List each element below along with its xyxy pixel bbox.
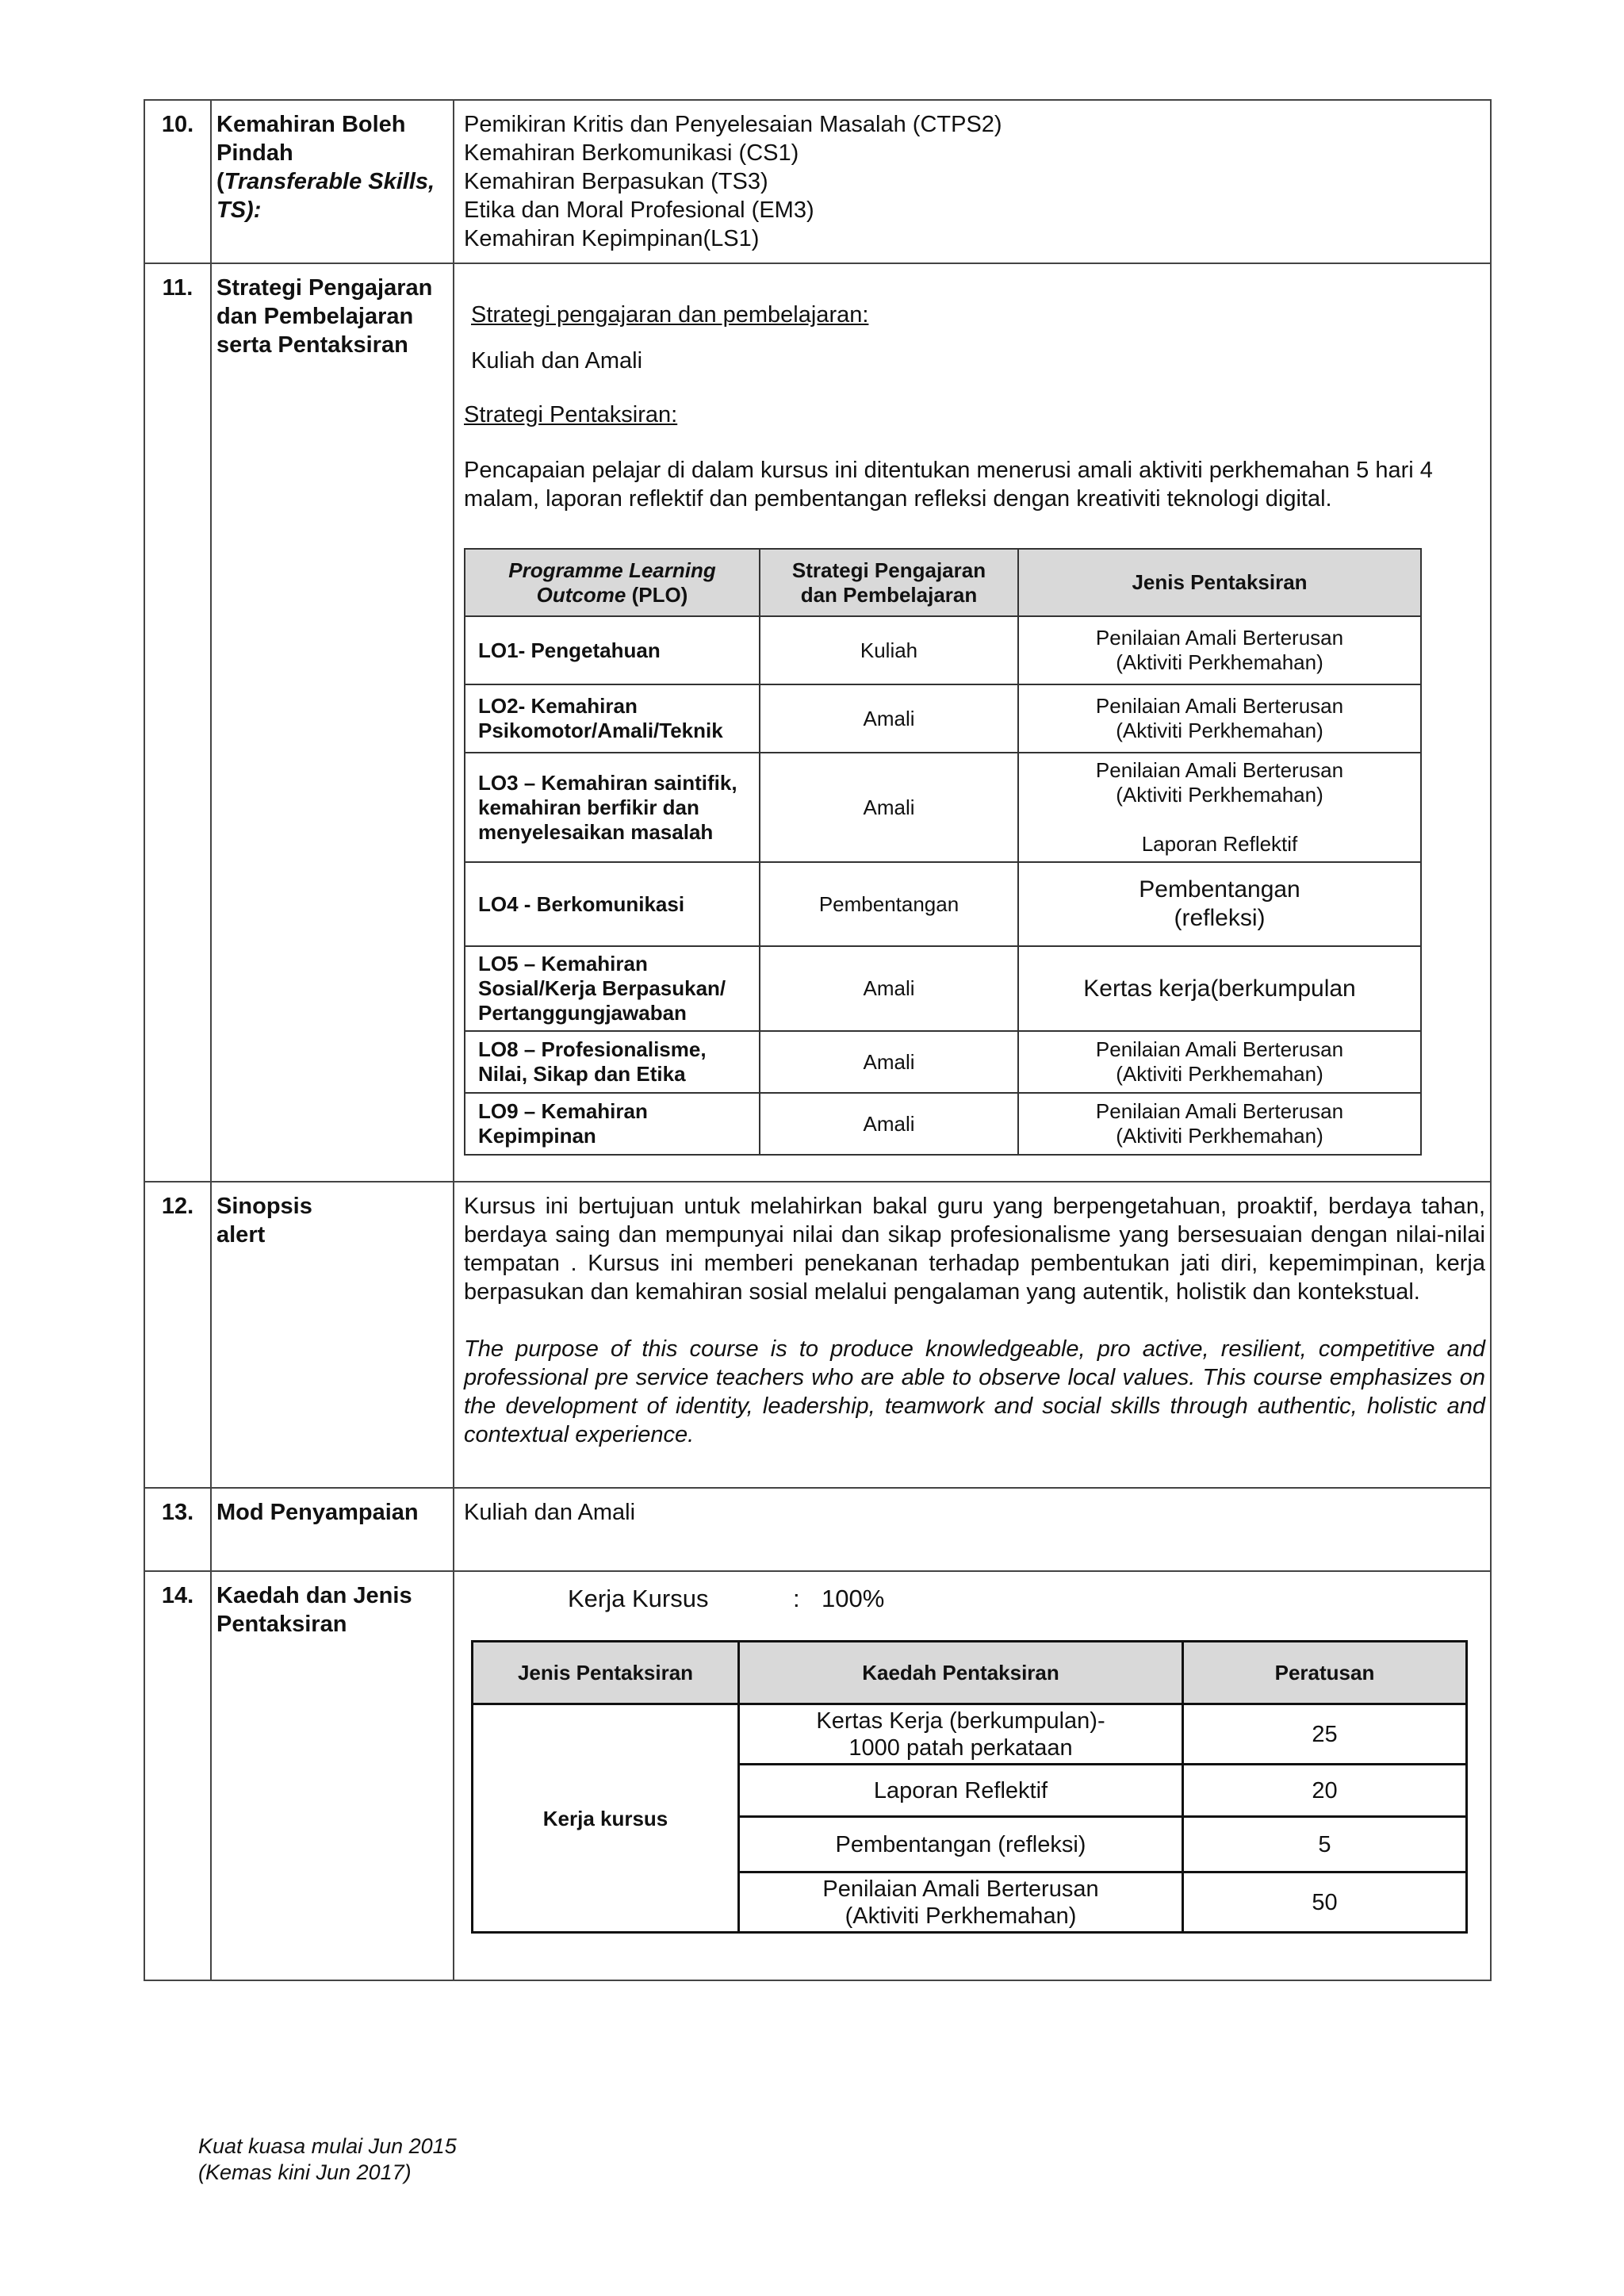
strategy-content bbox=[454, 263, 1491, 1182]
plo-header: Programme Learning Outcome (PLO) bbox=[465, 549, 760, 616]
coursework-label: Kerja Kursus bbox=[568, 1585, 709, 1612]
plo-strategy: Amali bbox=[760, 1093, 1018, 1155]
plo-row bbox=[465, 946, 1421, 1031]
assessment-header-row bbox=[473, 1642, 1467, 1704]
method-header: Kaedah Pentaksiran bbox=[739, 1642, 1183, 1704]
row-teaching-strategy bbox=[144, 263, 1491, 1182]
synopsis-content bbox=[454, 1182, 1491, 1488]
row-label: Kaedah dan Jenis Pentaksiran bbox=[211, 1571, 454, 1980]
row-label: Kemahiran Boleh Pindah (Transferable Skills, TS): bbox=[211, 100, 454, 263]
plo-assessment: Penilaian Amali Berterusan (Aktiviti Perkhemahan) bbox=[1018, 1093, 1421, 1155]
coursework-colon: : bbox=[793, 1585, 800, 1612]
delivery-mode-value: Kuliah dan Amali bbox=[454, 1488, 1491, 1571]
plo-strategy: Amali bbox=[760, 1031, 1018, 1093]
assessment-percent: 50 bbox=[1183, 1872, 1467, 1933]
assessment-table bbox=[471, 1640, 1468, 1934]
synopsis-english: The purpose of this course is to produce knowledgeable, pro active, resilient, competitive and professional pre service teachers who are able to observe local values. This course emphasizes on the development of identity, leadership, teamwork and social skills through authentic, holistic and contextual experience. bbox=[464, 1336, 1485, 1447]
plo-row bbox=[465, 753, 1421, 862]
plo-assessment: Penilaian Amali Berterusan (Aktiviti Perkhemahan) bbox=[1018, 1031, 1421, 1093]
plo-strategy: Amali bbox=[760, 684, 1018, 753]
skill-item: Kemahiran Kepimpinan(LS1) bbox=[464, 226, 760, 251]
plo-row bbox=[465, 616, 1421, 684]
assessment-percent: 5 bbox=[1183, 1817, 1467, 1872]
row-number: 11. bbox=[144, 263, 211, 1182]
coursework-summary bbox=[568, 1585, 1485, 1613]
assessment-method: Penilaian Amali Berterusan (Aktiviti Perkhemahan) bbox=[739, 1872, 1183, 1933]
course-info-table bbox=[144, 99, 1492, 1981]
plo-header-row bbox=[465, 549, 1421, 616]
plo-outcome: LO8 – Profesionalisme, Nilai, Sikap dan Etika bbox=[465, 1031, 760, 1093]
assessment-heading: Strategi Pentaksiran: bbox=[464, 402, 678, 427]
plo-assessment: Pembentangan (refleksi) bbox=[1018, 862, 1421, 946]
plo-outcome: LO9 – Kemahiran Kepimpinan bbox=[465, 1093, 760, 1155]
plo-outcome: LO2- Kemahiran Psikomotor/Amali/Teknik bbox=[465, 684, 760, 753]
plo-outcome: LO3 – Kemahiran saintifik, kemahiran berfikir dan menyelesaikan masalah bbox=[465, 753, 760, 862]
synopsis-malay: Kursus ini bertujuan untuk melahirkan bakal guru yang berpengetahuan, proaktif, berdaya tahan, berdaya saing dan mempunyai nilai dan sikap profesionalisme yang bersesuaian dengan nilai-nilai tempatan . Kursus ini memberi penekanan terhadap pembentukan jati diri, kepemimpinan, kerja berpasukan dan kemahiran sosial melalui pengalaman yang autentik, holistik dan kontekstual. bbox=[464, 1194, 1485, 1305]
row-label: Strategi Pengajaran dan Pembelajaran serta Pentaksiran bbox=[211, 263, 454, 1182]
row-number: 10. bbox=[144, 100, 211, 263]
plo-assessment: Penilaian Amali Berterusan (Aktiviti Perkhemahan) bbox=[1018, 684, 1421, 753]
assessment-row bbox=[473, 1704, 1467, 1765]
plo-outcome: LO4 - Berkomunikasi bbox=[465, 862, 760, 946]
coursework-percent: 100% bbox=[822, 1585, 885, 1612]
skills-list bbox=[454, 100, 1491, 263]
assessment-method: Kertas Kerja (berkumpulan)- 1000 patah perkataan bbox=[739, 1704, 1183, 1765]
plo-strategy: Pembentangan bbox=[760, 862, 1018, 946]
assessment-method: Pembentangan (refleksi) bbox=[739, 1817, 1183, 1872]
plo-row bbox=[465, 1031, 1421, 1093]
assessment-text: Pencapaian pelajar di dalam kursus ini ditentukan menerusi amali aktiviti perkhemahan 5 hari 4 malam, laporan reflektif dan pembentangan refleksi dengan kreativiti teknologi digital. bbox=[464, 458, 1433, 512]
assessment-header: Jenis Pentaksiran bbox=[1018, 549, 1421, 616]
row-number: 14. bbox=[144, 1571, 211, 1980]
row-assessment-method bbox=[144, 1571, 1491, 1980]
row-number: 12. bbox=[144, 1182, 211, 1488]
plo-strategy: Amali bbox=[760, 753, 1018, 862]
plo-outcome: LO1- Pengetahuan bbox=[465, 616, 760, 684]
row-label: Mod Penyampaian bbox=[211, 1488, 454, 1571]
plo-strategy: Kuliah bbox=[760, 616, 1018, 684]
row-delivery-mode bbox=[144, 1488, 1491, 1571]
plo-assessment: Penilaian Amali Berterusan (Aktiviti Perkhemahan) Laporan Reflektif bbox=[1018, 753, 1421, 862]
strategy-text: Kuliah dan Amali bbox=[471, 348, 643, 374]
footer-effective-date: Kuat kuasa mulai Jun 2015 bbox=[198, 2134, 457, 2158]
strategy-heading: Strategi pengajaran dan pembelajaran: bbox=[471, 302, 869, 328]
assessment-type: Kerja kursus bbox=[473, 1704, 739, 1933]
footer-note bbox=[198, 2133, 457, 2186]
plo-row bbox=[465, 1093, 1421, 1155]
plo-row bbox=[465, 862, 1421, 946]
row-number: 13. bbox=[144, 1488, 211, 1571]
skill-item: Etika dan Moral Profesional (EM3) bbox=[464, 197, 814, 223]
skill-item: Kemahiran Berkomunikasi (CS1) bbox=[464, 140, 799, 166]
row-label: Sinopsis alert bbox=[211, 1182, 454, 1488]
plo-row bbox=[465, 684, 1421, 753]
plo-strategy: Amali bbox=[760, 946, 1018, 1031]
percent-header: Peratusan bbox=[1183, 1642, 1467, 1704]
assessment-percent: 25 bbox=[1183, 1704, 1467, 1765]
row-synopsis bbox=[144, 1182, 1491, 1488]
plo-outcome: LO5 – Kemahiran Sosial/Kerja Berpasukan/ Pertanggungjawaban bbox=[465, 946, 760, 1031]
assessment-method: Laporan Reflektif bbox=[739, 1765, 1183, 1817]
plo-assessment: Penilaian Amali Berterusan (Aktiviti Perkhemahan) bbox=[1018, 616, 1421, 684]
assessment-percent: 20 bbox=[1183, 1765, 1467, 1817]
plo-table bbox=[464, 548, 1422, 1156]
assessment-method-content bbox=[454, 1571, 1491, 1980]
footer-updated-date: (Kemas kini Jun 2017) bbox=[198, 2160, 412, 2184]
plo-assessment: Kertas kerja(berkumpulan bbox=[1018, 946, 1421, 1031]
strategy-header: Strategi Pengajaran dan Pembelajaran bbox=[760, 549, 1018, 616]
type-header: Jenis Pentaksiran bbox=[473, 1642, 739, 1704]
skill-item: Kemahiran Berpasukan (TS3) bbox=[464, 169, 768, 194]
row-transferable-skills bbox=[144, 100, 1491, 263]
skill-item: Pemikiran Kritis dan Penyelesaian Masalah (CTPS2) bbox=[464, 112, 1002, 137]
